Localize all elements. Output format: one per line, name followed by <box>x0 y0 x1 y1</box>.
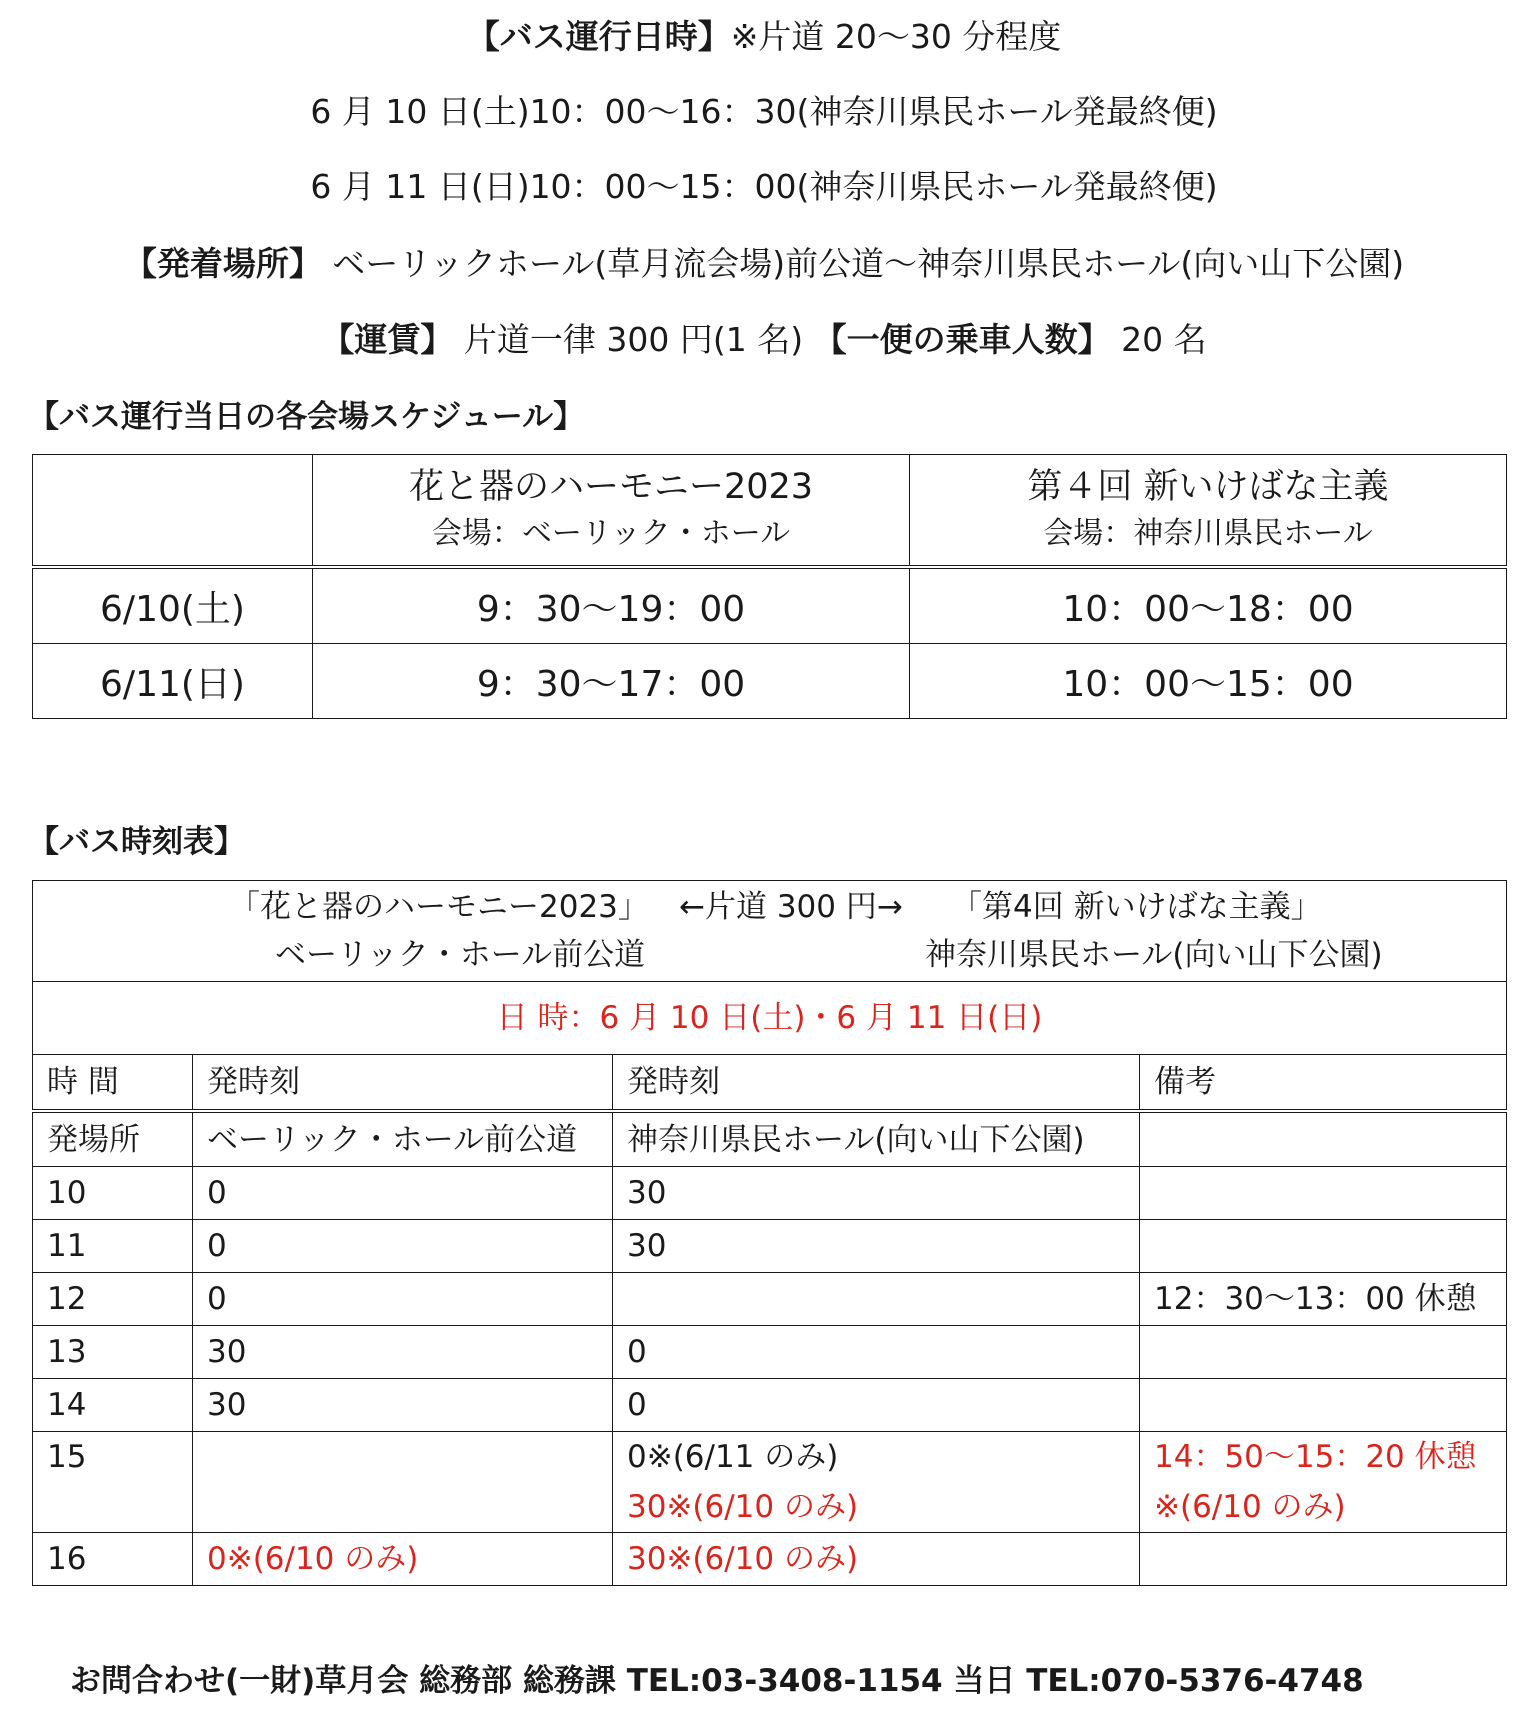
note-cell <box>1140 1379 1507 1432</box>
dep1-cell: 0※(6/10 のみ) <box>193 1533 613 1586</box>
empty-cell <box>33 455 313 568</box>
operation-heading: 【バス運行日時】 <box>466 17 731 56</box>
event-title: 花と器のハーモニー2023 <box>408 467 814 507</box>
route-left-place: ベーリック・ホール前公道 <box>275 937 646 973</box>
timetable-row <box>33 1326 1507 1379</box>
schedule-row <box>33 644 1507 719</box>
note-cell <box>1140 1326 1507 1379</box>
dep2-value-special: 30※(6/10 のみ) <box>627 1489 859 1525</box>
route-fare: ←片道 300 円→ <box>679 889 903 925</box>
note-cell <box>1140 1432 1507 1533</box>
dep1-cell <box>193 1432 613 1533</box>
note-cell: 12：30～13：00 休憩 <box>1140 1273 1507 1326</box>
src-place-1: ベーリック・ホール前公道 <box>193 1111 613 1167</box>
note-cell <box>1140 1220 1507 1273</box>
timetable-row-16 <box>33 1533 1507 1586</box>
dep2-cell <box>613 1273 1140 1326</box>
intro-line-5 <box>0 318 1528 362</box>
schedule-hours: 10：00～15：00 <box>910 644 1507 719</box>
break-note: 14：50～15：20 休憩 <box>1154 1439 1477 1475</box>
dep2-cell: 30 <box>613 1167 1140 1220</box>
schedule-row <box>33 567 1507 644</box>
hour-cell: 11 <box>33 1220 193 1273</box>
hour-cell <box>33 1432 193 1533</box>
bus-timetable <box>32 880 1507 1586</box>
schedule-hours: 9：30～19：00 <box>313 567 910 644</box>
timetable-row-15 <box>33 1432 1507 1533</box>
location-heading: 【発着場所】 <box>123 244 322 283</box>
timetable-heading: 【バス時刻表】 <box>28 824 245 860</box>
src-note <box>1140 1111 1507 1167</box>
operation-duration: ※片道 20～30 分程度 <box>730 17 1062 56</box>
departure-place-row <box>33 1111 1507 1167</box>
intro-line-2: 6 月 10 日(土)10：00～16：30(神奈川県民ホール発最終便) <box>310 92 1218 131</box>
timetable-row <box>33 1273 1507 1326</box>
route-right-place: 神奈川県民ホール(向い山下公園) <box>925 937 1383 973</box>
note-cell <box>1140 1167 1507 1220</box>
hour-cell: 16 <box>33 1533 193 1586</box>
date-row <box>33 982 1507 1055</box>
dep2-cell: 0 <box>613 1379 1140 1432</box>
timetable-row <box>33 1220 1507 1273</box>
venue-header-1 <box>313 455 910 568</box>
col-time: 時 間 <box>33 1055 193 1112</box>
schedule-heading: 【バス運行当日の各会場スケジュール】 <box>28 399 585 435</box>
break-note-qualifier: ※(6/10 のみ) <box>1154 1489 1346 1525</box>
capacity-text: 20 名 <box>1110 320 1207 359</box>
route-cell <box>33 881 1507 982</box>
dep2-cell: 0 <box>613 1326 1140 1379</box>
dep1-cell: 0 <box>193 1167 613 1220</box>
dep1-cell: 0 <box>193 1273 613 1326</box>
capacity-heading: 【一便の乗車人数】 <box>813 320 1111 359</box>
dep2-cell: 30 <box>613 1220 1140 1273</box>
venue-schedule-table <box>32 454 1507 719</box>
route-left-event: 「花と器のハーモニー2023」 <box>229 889 649 925</box>
schedule-header-row <box>33 455 1507 568</box>
hour-cell: 10 <box>33 1167 193 1220</box>
event-venue: 会場：神奈川県民ホール <box>1043 516 1373 551</box>
venue-header-2 <box>910 455 1507 568</box>
schedule-date: 6/10(土) <box>33 567 313 644</box>
schedule-date: 6/11(日) <box>33 644 313 719</box>
intro-line-3: 6 月 11 日(日)10：00～15：00(神奈川県民ホール発最終便) <box>310 167 1218 206</box>
schedule-hours: 10：00～18：00 <box>910 567 1507 644</box>
col-note: 備考 <box>1140 1055 1507 1112</box>
schedule-hours: 9：30～17：00 <box>313 644 910 719</box>
hour-value: 15 <box>47 1439 87 1475</box>
hour-cell: 14 <box>33 1379 193 1432</box>
dep1-cell: 30 <box>193 1326 613 1379</box>
dep2-cell <box>613 1432 1140 1533</box>
dep2-value: 0※(6/11 のみ) <box>627 1439 839 1475</box>
hour-cell: 13 <box>33 1326 193 1379</box>
dep1-cell: 30 <box>193 1379 613 1432</box>
event-venue: 会場：ベーリック・ホール <box>431 516 791 551</box>
src-label: 発場所 <box>33 1111 193 1167</box>
col-departure-1: 発時刻 <box>193 1055 613 1112</box>
operation-dates: 日 時：6 月 10 日(土)・6 月 11 日(日) <box>33 982 1507 1055</box>
contact-footer: お問合わせ(一財)草月会 総務部 総務課 TEL:03-3408-1154 当日 TEL:070-5376-4748 <box>70 1663 1364 1699</box>
col-departure-2: 発時刻 <box>613 1055 1140 1112</box>
route-right-event: 「第4回 新いけばな主義」 <box>951 889 1322 925</box>
timetable-row <box>33 1167 1507 1220</box>
column-header-row <box>33 1055 1507 1112</box>
dep1-cell: 0 <box>193 1220 613 1273</box>
timetable-row <box>33 1379 1507 1432</box>
fare-heading: 【運賃】 <box>321 320 454 359</box>
intro-line-1 <box>0 15 1528 59</box>
hour-cell: 12 <box>33 1273 193 1326</box>
dep2-cell: 30※(6/10 のみ) <box>613 1533 1140 1586</box>
fare-text: 片道一律 300 円(1 名) <box>453 320 814 359</box>
note-cell <box>1140 1533 1507 1586</box>
route-row <box>33 881 1507 982</box>
event-title: 第４回 新いけばな主義 <box>1027 467 1389 507</box>
location-text: ベーリックホール(草月流会場)前公道～神奈川県民ホール(向い山下公園) <box>321 244 1405 283</box>
src-place-2: 神奈川県民ホール(向い山下公園) <box>613 1111 1140 1167</box>
intro-line-4 <box>0 242 1528 286</box>
